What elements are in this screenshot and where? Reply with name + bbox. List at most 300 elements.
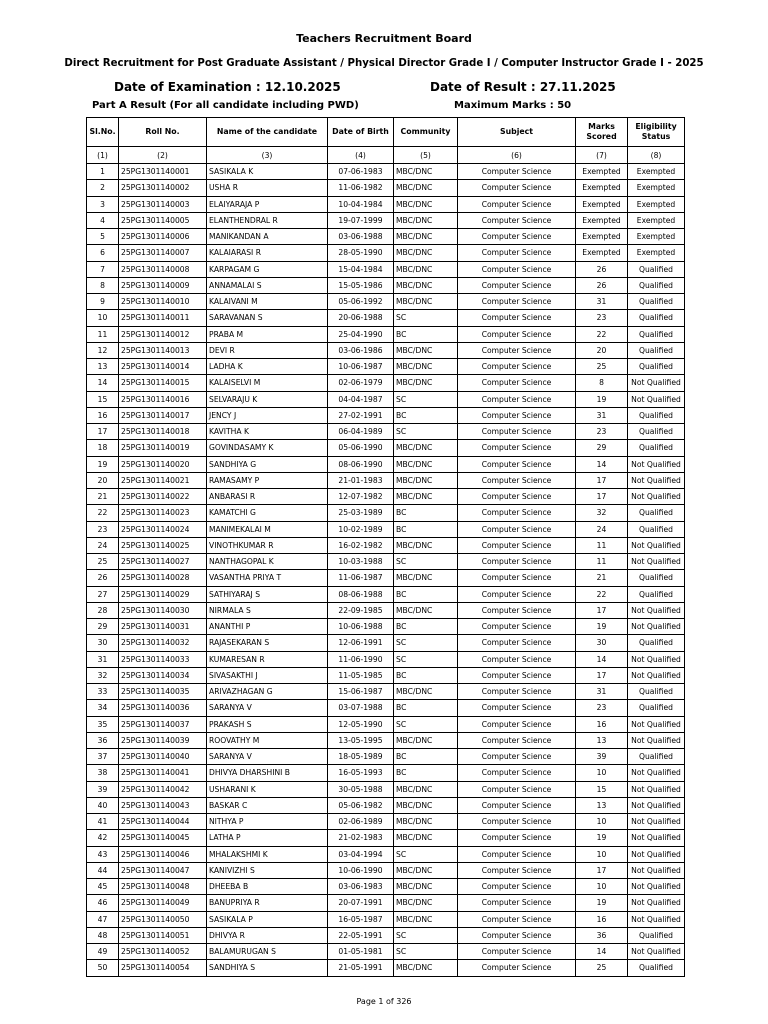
cell-name: BASKAR C	[207, 797, 328, 813]
cell-eligibility: Exempted	[628, 180, 685, 196]
cell-community: SC	[394, 635, 458, 651]
cell-community: MBC/DNC	[394, 862, 458, 878]
table-row	[87, 635, 685, 651]
cell-roll-no: 25PG1301140016	[119, 391, 207, 407]
cell-marks: Exempted	[576, 212, 628, 228]
cell-slno: 20	[87, 472, 119, 488]
cell-roll-no: 25PG1301140022	[119, 489, 207, 505]
cell-dob: 15-05-1986	[328, 277, 394, 293]
cell-subject: Computer Science	[458, 537, 576, 553]
cell-subject: Computer Science	[458, 570, 576, 586]
cell-dob: 10-06-1990	[328, 862, 394, 878]
col-number: (4)	[328, 147, 394, 164]
date-of-result: Date of Result : 27.11.2025	[430, 80, 616, 94]
cell-dob: 10-02-1989	[328, 521, 394, 537]
cell-dob: 16-05-1993	[328, 765, 394, 781]
cell-subject: Computer Science	[458, 245, 576, 261]
cell-name: LATHA P	[207, 830, 328, 846]
cell-roll-no: 25PG1301140028	[119, 570, 207, 586]
cell-eligibility: Not Qualified	[628, 391, 685, 407]
cell-marks: 16	[576, 911, 628, 927]
cell-eligibility: Not Qualified	[628, 944, 685, 960]
cell-roll-no: 25PG1301140030	[119, 602, 207, 618]
cell-eligibility: Qualified	[628, 684, 685, 700]
cell-roll-no: 25PG1301140023	[119, 505, 207, 521]
cell-eligibility: Qualified	[628, 700, 685, 716]
table-row	[87, 407, 685, 423]
cell-roll-no: 25PG1301140051	[119, 927, 207, 943]
cell-roll-no: 25PG1301140042	[119, 781, 207, 797]
cell-eligibility: Qualified	[628, 424, 685, 440]
cell-marks: Exempted	[576, 164, 628, 180]
cell-slno: 18	[87, 440, 119, 456]
cell-name: PRABA M	[207, 326, 328, 342]
cell-roll-no: 25PG1301140015	[119, 375, 207, 391]
cell-slno: 34	[87, 700, 119, 716]
table-row	[87, 245, 685, 261]
cell-eligibility: Not Qualified	[628, 537, 685, 553]
cell-dob: 12-05-1990	[328, 716, 394, 732]
cell-slno: 13	[87, 359, 119, 375]
cell-roll-no: 25PG1301140054	[119, 960, 207, 976]
cell-slno: 42	[87, 830, 119, 846]
cell-marks: 26	[576, 277, 628, 293]
cell-name: RAJASEKARAN S	[207, 635, 328, 651]
cell-dob: 01-05-1981	[328, 944, 394, 960]
table-row	[87, 472, 685, 488]
cell-subject: Computer Science	[458, 277, 576, 293]
cell-subject: Computer Science	[458, 814, 576, 830]
cell-community: MBC/DNC	[394, 895, 458, 911]
table-row	[87, 326, 685, 342]
cell-marks: 11	[576, 554, 628, 570]
cell-dob: 25-04-1990	[328, 326, 394, 342]
table-row	[87, 537, 685, 553]
cell-marks: 26	[576, 261, 628, 277]
cell-roll-no: 25PG1301140001	[119, 164, 207, 180]
cell-dob: 27-02-1991	[328, 407, 394, 423]
cell-slno: 50	[87, 960, 119, 976]
cell-marks: 29	[576, 440, 628, 456]
cell-name: ANANTHI P	[207, 619, 328, 635]
part-a-label: Part A Result (For all candidate including PWD)	[92, 100, 359, 111]
cell-slno: 10	[87, 310, 119, 326]
cell-subject: Computer Science	[458, 732, 576, 748]
cell-roll-no: 25PG1301140037	[119, 716, 207, 732]
cell-dob: 03-06-1986	[328, 342, 394, 358]
cell-eligibility: Not Qualified	[628, 765, 685, 781]
cell-roll-no: 25PG1301140046	[119, 846, 207, 862]
cell-slno: 21	[87, 489, 119, 505]
table-row	[87, 716, 685, 732]
cell-roll-no: 25PG1301140035	[119, 684, 207, 700]
cell-eligibility: Qualified	[628, 261, 685, 277]
cell-name: BANUPRIYA R	[207, 895, 328, 911]
board-title: Teachers Recruitment Board	[296, 32, 472, 45]
table-row	[87, 944, 685, 960]
cell-roll-no: 25PG1301140012	[119, 326, 207, 342]
cell-roll-no: 25PG1301140031	[119, 619, 207, 635]
cell-community: MBC/DNC	[394, 196, 458, 212]
cell-marks: Exempted	[576, 245, 628, 261]
cell-name: DHEEBA B	[207, 879, 328, 895]
cell-subject: Computer Science	[458, 700, 576, 716]
col-header-slno: Sl.No.	[87, 118, 119, 147]
cell-dob: 20-07-1991	[328, 895, 394, 911]
table-row	[87, 342, 685, 358]
cell-roll-no: 25PG1301140045	[119, 830, 207, 846]
cell-slno: 37	[87, 749, 119, 765]
cell-community: SC	[394, 310, 458, 326]
cell-name: NITHYA P	[207, 814, 328, 830]
cell-subject: Computer Science	[458, 862, 576, 878]
cell-marks: Exempted	[576, 229, 628, 245]
cell-slno: 27	[87, 586, 119, 602]
cell-marks: 22	[576, 326, 628, 342]
cell-community: MBC/DNC	[394, 375, 458, 391]
table-row	[87, 521, 685, 537]
table-row	[87, 570, 685, 586]
table-row	[87, 586, 685, 602]
cell-subject: Computer Science	[458, 342, 576, 358]
table-row	[87, 310, 685, 326]
cell-dob: 16-02-1982	[328, 537, 394, 553]
cell-community: MBC/DNC	[394, 164, 458, 180]
cell-community: MBC/DNC	[394, 879, 458, 895]
result-rows	[87, 164, 685, 977]
cell-slno: 41	[87, 814, 119, 830]
cell-dob: 11-05-1985	[328, 667, 394, 683]
cell-subject: Computer Science	[458, 846, 576, 862]
cell-community: SC	[394, 554, 458, 570]
cell-subject: Computer Science	[458, 407, 576, 423]
table-row	[87, 440, 685, 456]
cell-roll-no: 25PG1301140043	[119, 797, 207, 813]
table-row	[87, 456, 685, 472]
cell-roll-no: 25PG1301140021	[119, 472, 207, 488]
cell-roll-no: 25PG1301140027	[119, 554, 207, 570]
cell-dob: 22-09-1985	[328, 602, 394, 618]
cell-eligibility: Not Qualified	[628, 667, 685, 683]
cell-slno: 29	[87, 619, 119, 635]
cell-subject: Computer Science	[458, 326, 576, 342]
table-row	[87, 164, 685, 180]
cell-marks: 17	[576, 602, 628, 618]
cell-name: MANIMEKALAI M	[207, 521, 328, 537]
cell-subject: Computer Science	[458, 375, 576, 391]
cell-community: BC	[394, 586, 458, 602]
header-row	[87, 118, 685, 147]
cell-roll-no: 25PG1301140040	[119, 749, 207, 765]
col-header-eligibility: Eligibility Status	[628, 118, 685, 147]
cell-name: MANIKANDAN A	[207, 229, 328, 245]
cell-subject: Computer Science	[458, 505, 576, 521]
cell-roll-no: 25PG1301140025	[119, 537, 207, 553]
col-number: (1)	[87, 147, 119, 164]
cell-community: BC	[394, 407, 458, 423]
cell-community: MBC/DNC	[394, 342, 458, 358]
cell-subject: Computer Science	[458, 830, 576, 846]
table-row	[87, 927, 685, 943]
cell-dob: 25-03-1989	[328, 505, 394, 521]
cell-eligibility: Qualified	[628, 294, 685, 310]
cell-community: MBC/DNC	[394, 684, 458, 700]
cell-dob: 11-06-1982	[328, 180, 394, 196]
cell-roll-no: 25PG1301140008	[119, 261, 207, 277]
cell-eligibility: Qualified	[628, 586, 685, 602]
cell-community: MBC/DNC	[394, 472, 458, 488]
cell-subject: Computer Science	[458, 391, 576, 407]
cell-slno: 32	[87, 667, 119, 683]
cell-dob: 30-05-1988	[328, 781, 394, 797]
cell-name: KUMARESAN R	[207, 651, 328, 667]
cell-marks: 22	[576, 586, 628, 602]
cell-name: SANDHIYA S	[207, 960, 328, 976]
cell-roll-no: 25PG1301140047	[119, 862, 207, 878]
cell-community: BC	[394, 326, 458, 342]
cell-slno: 9	[87, 294, 119, 310]
cell-roll-no: 25PG1301140034	[119, 667, 207, 683]
cell-marks: 19	[576, 830, 628, 846]
cell-eligibility: Exempted	[628, 229, 685, 245]
cell-name: KARPAGAM G	[207, 261, 328, 277]
cell-community: MBC/DNC	[394, 960, 458, 976]
cell-marks: 16	[576, 716, 628, 732]
cell-subject: Computer Science	[458, 229, 576, 245]
cell-eligibility: Qualified	[628, 749, 685, 765]
cell-dob: 15-06-1987	[328, 684, 394, 700]
table-row	[87, 700, 685, 716]
cell-subject: Computer Science	[458, 456, 576, 472]
date-of-examination: Date of Examination : 12.10.2025	[114, 80, 341, 94]
cell-slno: 33	[87, 684, 119, 700]
cell-marks: 39	[576, 749, 628, 765]
cell-marks: 19	[576, 619, 628, 635]
cell-marks: 13	[576, 797, 628, 813]
cell-community: MBC/DNC	[394, 781, 458, 797]
cell-marks: 13	[576, 732, 628, 748]
cell-slno: 39	[87, 781, 119, 797]
cell-slno: 23	[87, 521, 119, 537]
cell-marks: 23	[576, 424, 628, 440]
cell-roll-no: 25PG1301140010	[119, 294, 207, 310]
cell-community: SC	[394, 716, 458, 732]
cell-community: BC	[394, 619, 458, 635]
cell-dob: 05-06-1992	[328, 294, 394, 310]
cell-marks: 19	[576, 895, 628, 911]
cell-slno: 5	[87, 229, 119, 245]
cell-marks: 23	[576, 310, 628, 326]
cell-slno: 48	[87, 927, 119, 943]
cell-subject: Computer Science	[458, 797, 576, 813]
cell-slno: 12	[87, 342, 119, 358]
cell-community: MBC/DNC	[394, 229, 458, 245]
cell-name: MHALAKSHMI K	[207, 846, 328, 862]
cell-marks: 17	[576, 667, 628, 683]
col-header-name: Name of the candidate	[207, 118, 328, 147]
cell-eligibility: Qualified	[628, 342, 685, 358]
cell-slno: 4	[87, 212, 119, 228]
cell-name: DHIVYA DHARSHINI B	[207, 765, 328, 781]
cell-dob: 21-02-1983	[328, 830, 394, 846]
cell-name: JENCY J	[207, 407, 328, 423]
cell-community: SC	[394, 927, 458, 943]
cell-community: BC	[394, 700, 458, 716]
cell-marks: Exempted	[576, 196, 628, 212]
cell-eligibility: Not Qualified	[628, 716, 685, 732]
cell-name: USHA R	[207, 180, 328, 196]
cell-roll-no: 25PG1301140017	[119, 407, 207, 423]
cell-subject: Computer Science	[458, 749, 576, 765]
cell-name: SARAVANAN S	[207, 310, 328, 326]
cell-community: MBC/DNC	[394, 602, 458, 618]
cell-dob: 18-05-1989	[328, 749, 394, 765]
cell-eligibility: Qualified	[628, 960, 685, 976]
cell-subject: Computer Science	[458, 879, 576, 895]
col-header-community: Community	[394, 118, 458, 147]
cell-subject: Computer Science	[458, 895, 576, 911]
table-row	[87, 212, 685, 228]
cell-community: MBC/DNC	[394, 797, 458, 813]
cell-roll-no: 25PG1301140033	[119, 651, 207, 667]
cell-community: BC	[394, 765, 458, 781]
cell-dob: 03-04-1994	[328, 846, 394, 862]
cell-marks: 31	[576, 407, 628, 423]
cell-community: BC	[394, 505, 458, 521]
cell-dob: 05-06-1990	[328, 440, 394, 456]
cell-eligibility: Not Qualified	[628, 619, 685, 635]
cell-eligibility: Not Qualified	[628, 911, 685, 927]
table-row	[87, 424, 685, 440]
cell-dob: 16-05-1987	[328, 911, 394, 927]
cell-subject: Computer Science	[458, 440, 576, 456]
cell-community: MBC/DNC	[394, 294, 458, 310]
cell-subject: Computer Science	[458, 716, 576, 732]
cell-roll-no: 25PG1301140009	[119, 277, 207, 293]
col-number: (7)	[576, 147, 628, 164]
col-header-roll: Roll No.	[119, 118, 207, 147]
cell-community: MBC/DNC	[394, 830, 458, 846]
table-row	[87, 667, 685, 683]
table-row	[87, 895, 685, 911]
cell-dob: 10-06-1988	[328, 619, 394, 635]
table-row	[87, 830, 685, 846]
cell-dob: 11-06-1987	[328, 570, 394, 586]
cell-slno: 45	[87, 879, 119, 895]
table-row	[87, 960, 685, 976]
cell-name: KAVITHA K	[207, 424, 328, 440]
cell-name: ELAIYARAJA P	[207, 196, 328, 212]
table-row	[87, 554, 685, 570]
cell-slno: 36	[87, 732, 119, 748]
cell-eligibility: Qualified	[628, 570, 685, 586]
cell-roll-no: 25PG1301140019	[119, 440, 207, 456]
cell-marks: 31	[576, 294, 628, 310]
cell-slno: 49	[87, 944, 119, 960]
cell-name: ARIVAZHAGAN G	[207, 684, 328, 700]
cell-subject: Computer Science	[458, 196, 576, 212]
table-row	[87, 294, 685, 310]
table-row	[87, 619, 685, 635]
cell-eligibility: Not Qualified	[628, 830, 685, 846]
table-row	[87, 781, 685, 797]
cell-subject: Computer Science	[458, 294, 576, 310]
table-row	[87, 180, 685, 196]
cell-roll-no: 25PG1301140052	[119, 944, 207, 960]
cell-marks: 23	[576, 700, 628, 716]
cell-community: MBC/DNC	[394, 911, 458, 927]
cell-eligibility: Not Qualified	[628, 602, 685, 618]
result-table	[86, 117, 685, 977]
cell-subject: Computer Science	[458, 960, 576, 976]
cell-dob: 04-04-1987	[328, 391, 394, 407]
cell-name: SANDHIYA G	[207, 456, 328, 472]
cell-name: SASIKALA P	[207, 911, 328, 927]
cell-roll-no: 25PG1301140020	[119, 456, 207, 472]
cell-slno: 19	[87, 456, 119, 472]
col-number: (3)	[207, 147, 328, 164]
cell-dob: 12-07-1982	[328, 489, 394, 505]
cell-roll-no: 25PG1301140029	[119, 586, 207, 602]
cell-name: SELVARAJU K	[207, 391, 328, 407]
cell-dob: 22-05-1991	[328, 927, 394, 943]
cell-subject: Computer Science	[458, 310, 576, 326]
cell-name: KALAISELVI M	[207, 375, 328, 391]
cell-marks: 19	[576, 391, 628, 407]
table-row	[87, 684, 685, 700]
cell-roll-no: 25PG1301140044	[119, 814, 207, 830]
cell-dob: 10-04-1984	[328, 196, 394, 212]
col-number: (6)	[458, 147, 576, 164]
cell-name: VINOTHKUMAR R	[207, 537, 328, 553]
cell-slno: 24	[87, 537, 119, 553]
cell-eligibility: Not Qualified	[628, 472, 685, 488]
cell-eligibility: Not Qualified	[628, 879, 685, 895]
table-row	[87, 651, 685, 667]
cell-dob: 12-06-1991	[328, 635, 394, 651]
cell-roll-no: 25PG1301140024	[119, 521, 207, 537]
cell-community: BC	[394, 667, 458, 683]
cell-dob: 15-04-1984	[328, 261, 394, 277]
cell-eligibility: Not Qualified	[628, 895, 685, 911]
cell-roll-no: 25PG1301140002	[119, 180, 207, 196]
cell-subject: Computer Science	[458, 521, 576, 537]
cell-roll-no: 25PG1301140036	[119, 700, 207, 716]
cell-community: MBC/DNC	[394, 277, 458, 293]
cell-name: KAMATCHI G	[207, 505, 328, 521]
cell-marks: 10	[576, 879, 628, 895]
cell-marks: Exempted	[576, 180, 628, 196]
cell-dob: 08-06-1988	[328, 586, 394, 602]
cell-dob: 08-06-1990	[328, 456, 394, 472]
cell-roll-no: 25PG1301140048	[119, 879, 207, 895]
cell-name: LADHA K	[207, 359, 328, 375]
table-row	[87, 391, 685, 407]
table-row	[87, 375, 685, 391]
cell-eligibility: Exempted	[628, 196, 685, 212]
cell-name: GOVINDASAMY K	[207, 440, 328, 456]
cell-name: ANBARASI R	[207, 489, 328, 505]
cell-name: ANNAMALAI S	[207, 277, 328, 293]
table-row	[87, 261, 685, 277]
cell-community: MBC/DNC	[394, 814, 458, 830]
cell-slno: 30	[87, 635, 119, 651]
recruitment-subtitle: Direct Recruitment for Post Graduate Assistant / Physical Director Grade I / Computer Instructor Grade I - 2025	[64, 58, 704, 69]
cell-subject: Computer Science	[458, 667, 576, 683]
cell-eligibility: Qualified	[628, 440, 685, 456]
cell-slno: 14	[87, 375, 119, 391]
cell-name: BALAMURUGAN S	[207, 944, 328, 960]
